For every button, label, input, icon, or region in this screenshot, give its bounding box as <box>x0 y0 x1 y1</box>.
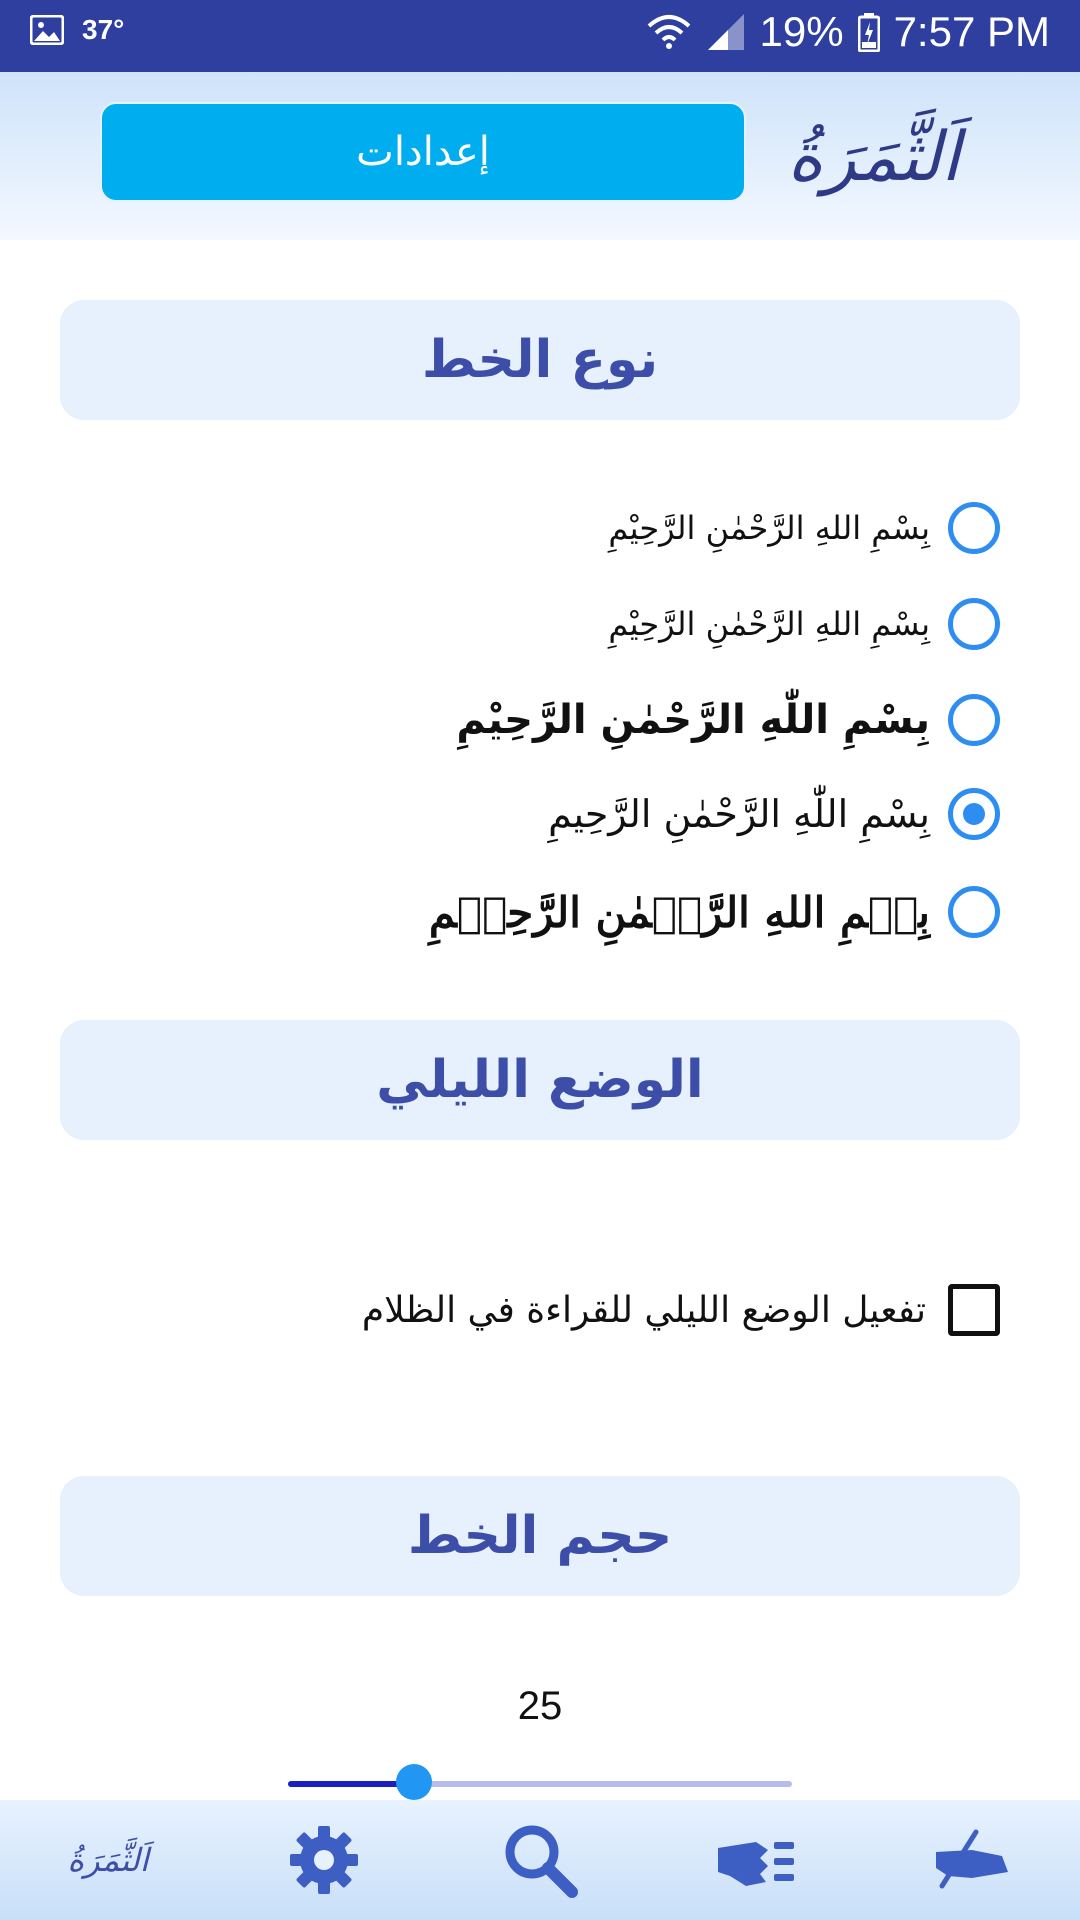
status-right <box>646 8 1050 56</box>
wifi-icon <box>646 12 692 52</box>
battery-percent: 19% <box>759 8 844 55</box>
section-night-mode: الوضع الليلي <box>60 1020 1020 1140</box>
nav-index[interactable] <box>696 1810 816 1910</box>
battery-icon <box>858 12 880 52</box>
font-option-label: بِسْمِ اللهِ الرَّحْمٰنِ الرَّحِيْمِ <box>608 605 930 643</box>
status-bar <box>0 0 1080 72</box>
radio-button[interactable] <box>948 502 1000 554</box>
nav-home-logo[interactable]: اَلثَّمَرَةُ <box>67 1841 149 1879</box>
temperature-text: 37° <box>82 14 125 45</box>
status-left <box>30 14 124 46</box>
signal-icon <box>706 12 746 52</box>
font-size-slider[interactable] <box>288 1778 792 1790</box>
list-hand-icon <box>716 1828 796 1892</box>
clock-time: 7:57 PM <box>893 8 1050 55</box>
font-option-5[interactable] <box>429 872 1000 952</box>
radio-button[interactable] <box>948 598 1000 650</box>
search-icon <box>500 1820 580 1900</box>
radio-button-selected[interactable] <box>948 788 1000 840</box>
settings-button[interactable]: إعدادات <box>100 102 746 202</box>
writing-hand-icon <box>932 1828 1012 1892</box>
app-logo: اَلثَّمَرَةُ <box>787 117 960 197</box>
slider-thumb[interactable] <box>396 1764 432 1800</box>
font-option-label: بِسۡمِ اللهِ الرَّحۡمٰنِ الرَّحِيۡمِ <box>428 887 930 937</box>
bottom-navigation <box>0 1800 1080 1920</box>
radio-button[interactable] <box>948 886 1000 938</box>
app-header <box>0 72 1080 240</box>
font-option-label: بِسْمِ اللهِ الرَّحْمٰنِ الرَّحِيْمِ <box>608 509 930 547</box>
font-option-4[interactable] <box>548 774 1000 854</box>
night-mode-option[interactable] <box>362 1270 1000 1350</box>
night-mode-checkbox[interactable] <box>948 1284 1000 1336</box>
image-icon <box>30 15 64 45</box>
radio-button[interactable] <box>948 694 1000 746</box>
nav-settings[interactable] <box>264 1810 384 1910</box>
font-option-3[interactable] <box>456 680 1000 760</box>
gear-icon <box>286 1822 362 1898</box>
section-font-size: حجم الخط <box>60 1476 1020 1596</box>
font-option-label: بِسْمِ اللّٰهِ الرَّحْمٰنِ الرَّحِيْمِ <box>456 697 930 743</box>
nav-search[interactable] <box>480 1810 600 1910</box>
section-font-type: نوع الخط <box>60 300 1020 420</box>
font-option-2[interactable] <box>608 584 1000 664</box>
nav-write[interactable] <box>912 1810 1032 1910</box>
font-size-value: 25 <box>517 1684 563 1728</box>
night-mode-label: تفعيل الوضع الليلي للقراءة في الظلام <box>361 1289 926 1331</box>
font-option-label: بِسْمِ اللّٰهِ الرَّحْمٰنِ الرَّحِيمِ <box>548 792 930 836</box>
font-option-1[interactable] <box>608 488 1000 568</box>
